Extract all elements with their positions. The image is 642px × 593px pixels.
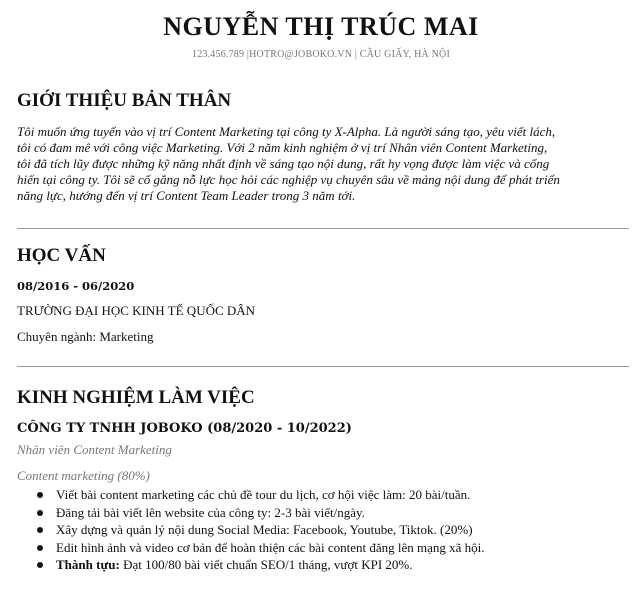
- contact-info: 123.456.789 |HOTRO@JOBOKO.VN | CẦU GIẤY, HÀ NỘI: [192, 49, 450, 60]
- list-item-text: Đăng tải bài viết lên website của công ty: 2-3 bài viết/ngày.: [56, 504, 365, 520]
- education-date: 08/2016 - 06/2020: [17, 279, 135, 293]
- about-line: tôi đã tích lũy được những kỹ năng nhất định về sáng tạo nội dung, rất hy vọng được làm việc và cống: [17, 156, 550, 171]
- bullet-icon: [37, 492, 43, 498]
- list-item: [0, 486, 620, 504]
- bullet-icon: [37, 545, 43, 551]
- school-name: TRƯỜNG ĐẠI HỌC KINH TẾ QUỐC DÂN: [17, 303, 256, 318]
- list-item: [0, 504, 620, 522]
- about-line: Tôi muốn ứng tuyển vào vị trí Content Marketing tại công ty X-Alpha. Là người sáng tạo, yêu viết lách,: [17, 124, 556, 139]
- list-item-text: Viết bài content marketing các chủ đề tour du lịch, cơ hội việc làm: 20 bài/tuần.: [56, 487, 471, 502]
- about-line: tôi có đam mê với công việc Marketing. Với 2 năm kinh nghiệm ở vị trí Nhân viên Content Marketing,: [17, 140, 548, 155]
- experience-section-title: KINH NGHIỆM LÀM VIỆC: [17, 387, 255, 408]
- job-position: Nhân viên Content Marketing: [17, 442, 172, 457]
- about-paragraph: [17, 124, 635, 204]
- list-item: [0, 556, 620, 574]
- achievement-text: Đạt 100/80 bài viết chuẩn SEO/1 tháng, vượt KPI 20%.: [119, 557, 413, 572]
- section-divider: [17, 228, 629, 229]
- responsibility-list: [0, 486, 620, 574]
- job-subheading: Content marketing (80%): [17, 468, 150, 483]
- list-item: [0, 539, 620, 557]
- about-line: hiến tại công ty. Tôi sẽ cố gắng nỗ lực học hỏi các nghiệp vụ chuyên sâu về mảng nội dung để phát triển: [17, 172, 560, 187]
- about-line: năng lực, hướng đến vị trí Content Team Leader trong 3 năm tới.: [17, 188, 356, 203]
- list-item-text: Edit hình ảnh và video cơ bản để hoàn thiện các bài content đăng lên mạng xã hội.: [56, 539, 485, 555]
- list-item-text: Xây dựng và quản lý nội dung Social Media: Facebook, Youtube, Tiktok. (20%): [56, 522, 473, 537]
- company-name: CÔNG TY TNHH JOBOKO (08/2020 - 10/2022): [17, 421, 352, 436]
- bullet-icon: [37, 527, 43, 533]
- major: Chuyên ngành: Marketing: [17, 329, 154, 344]
- about-section-title: GIỚI THIỆU BẢN THÂN: [17, 90, 232, 111]
- section-divider: [17, 366, 629, 367]
- achievement-label: Thành tựu:: [56, 557, 120, 572]
- bullet-icon: [37, 562, 43, 568]
- bullet-icon: [37, 510, 43, 516]
- candidate-name: NGUYỄN THỊ TRÚC MAI: [163, 12, 479, 41]
- education-section-title: HỌC VẤN: [17, 245, 106, 266]
- list-item: [0, 521, 620, 539]
